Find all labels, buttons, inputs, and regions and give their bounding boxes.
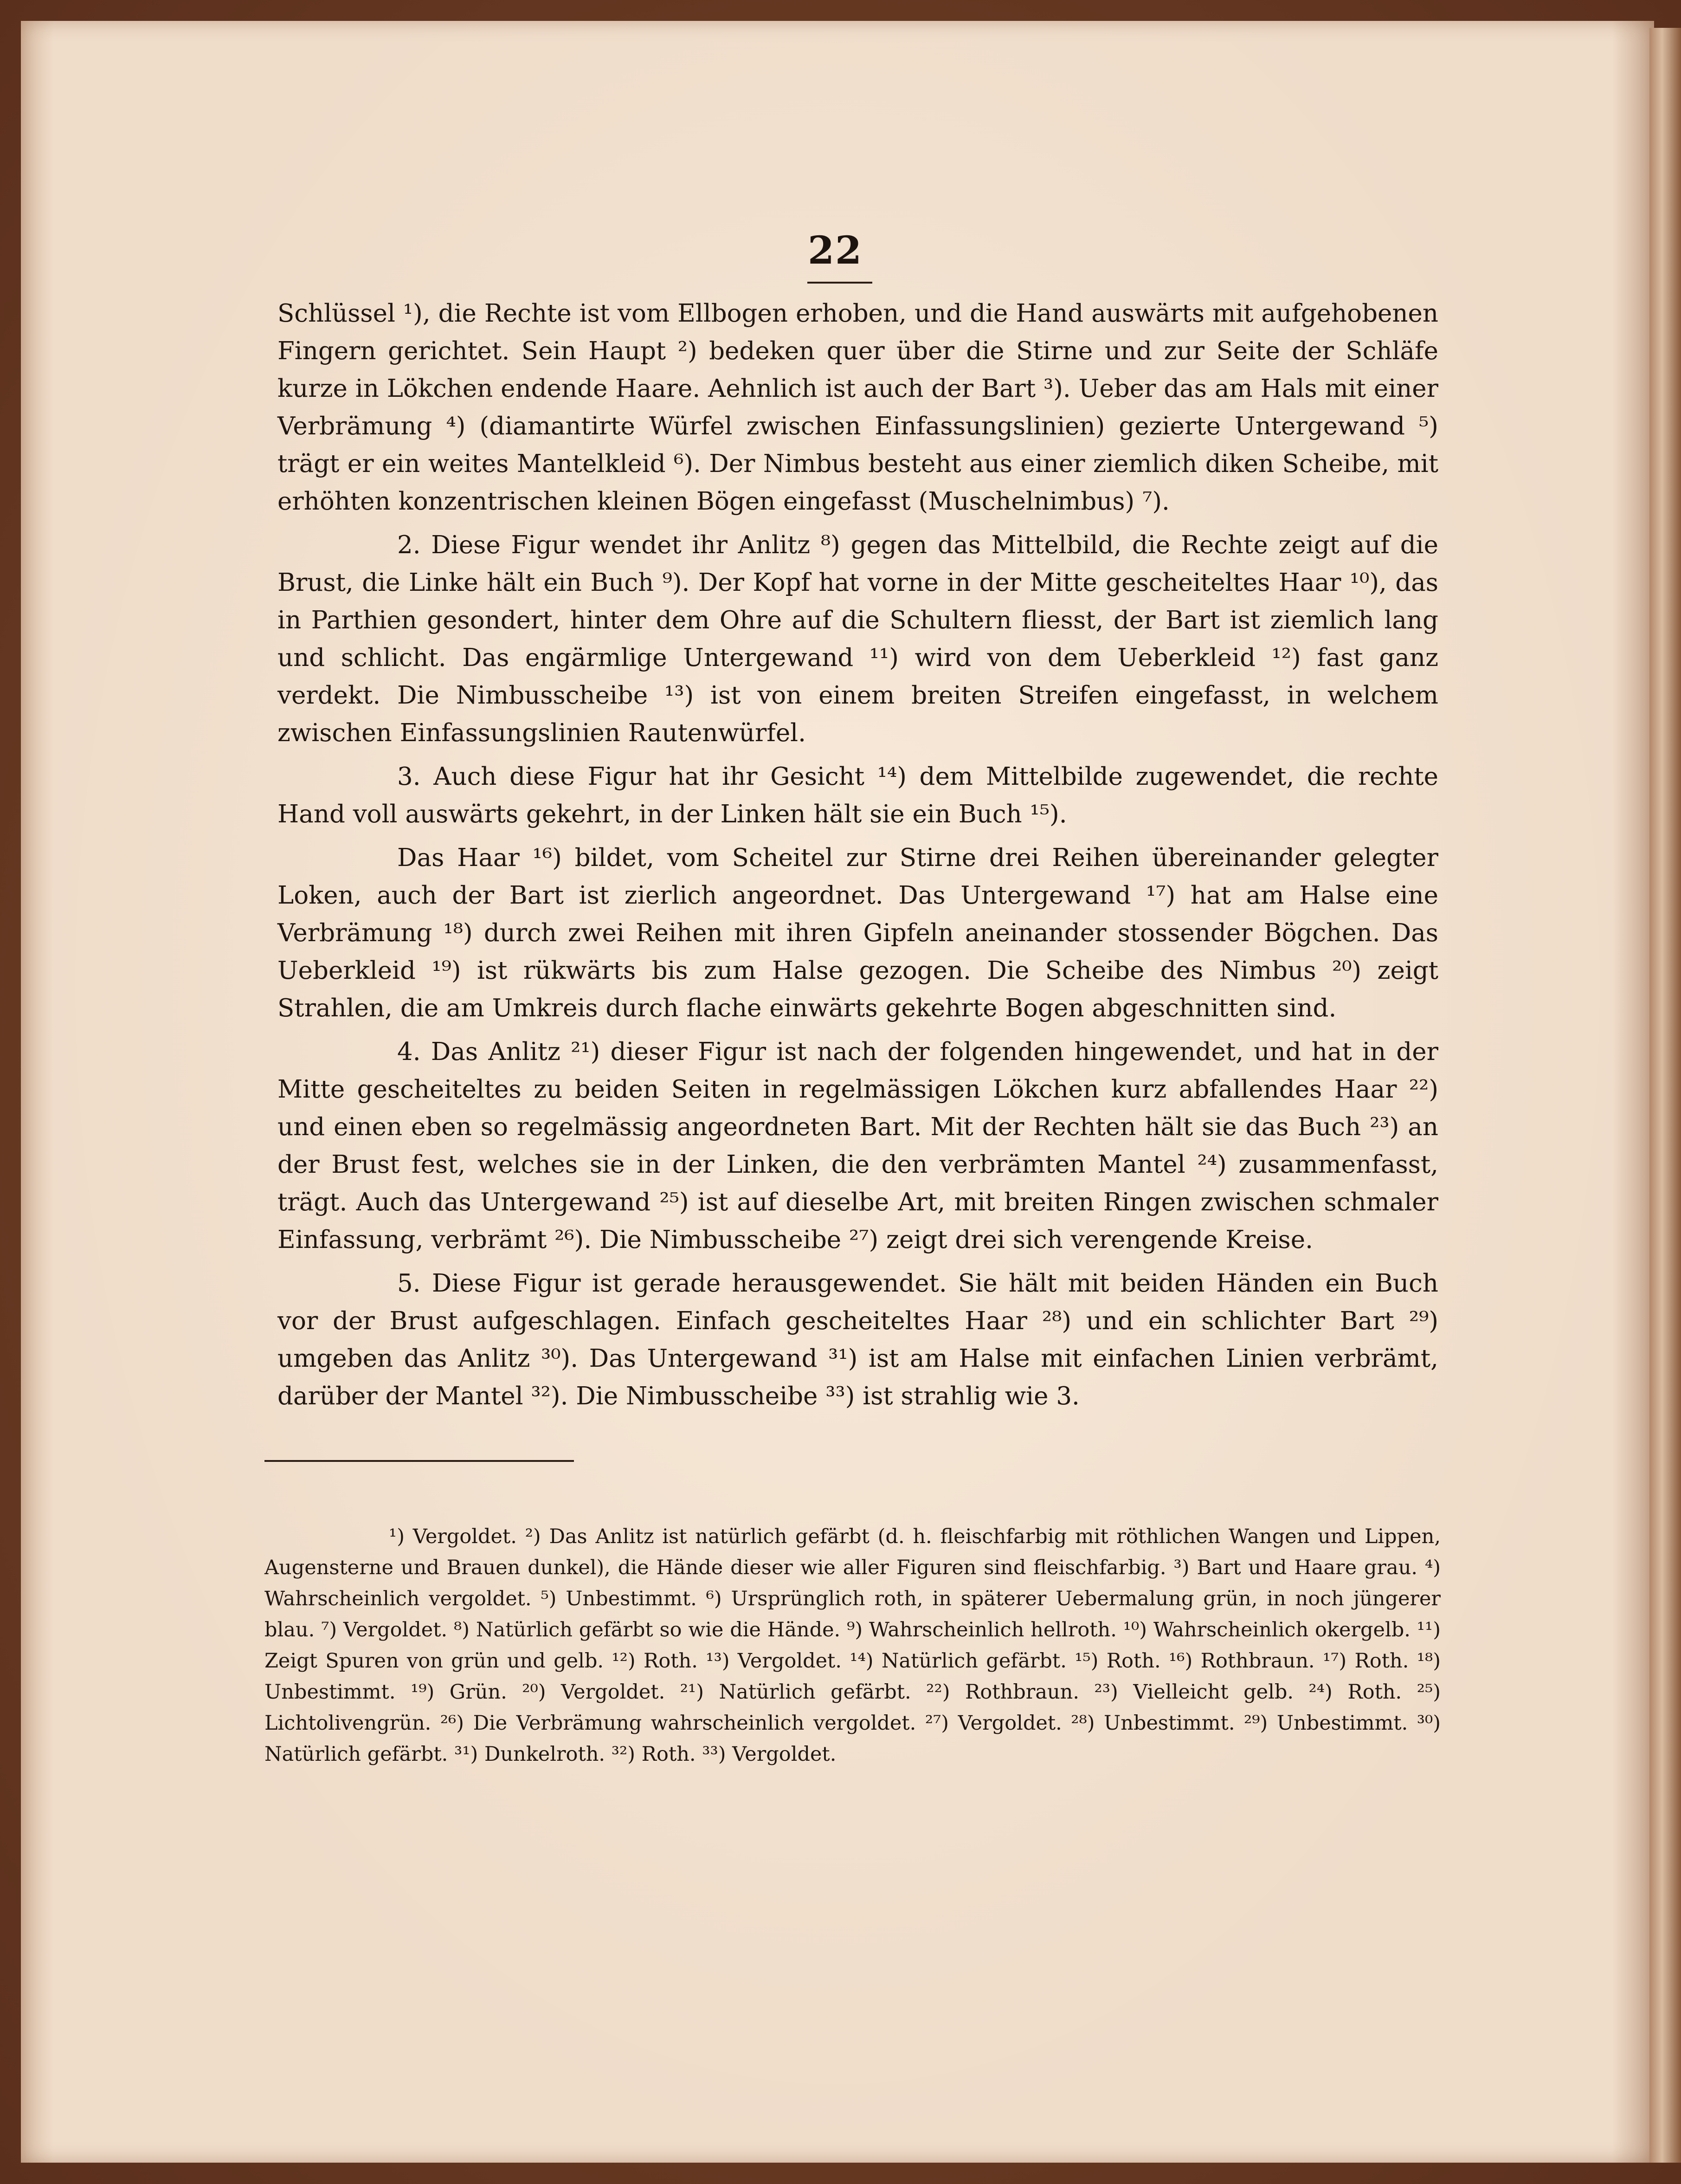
paragraph-figure-2: 2. Diese Figur wendet ihr Anlitz ⁸) gegen das Mittelbild, die Rechte zeigt auf die Brust, die Linke hält ein Buch ⁹). Der Kopf hat vorne in der Mitte gescheiteltes Haar ¹⁰), das in Parthien gesondert, hinter dem Ohre auf die Schultern fliesst, der Bart ist ziemlich lang und schlicht. Das engärmlige Untergewand ¹¹) wird von dem Ueberkleid ¹²) fast ganz verdekt. Die Nimbusscheibe ¹³) ist von einem breiten Streifen eingefasst, in welchem zwischen Einfassungslinien Rautenwürfel. [277, 531, 1438, 747]
page-edge [1649, 28, 1681, 2163]
paragraph-figure-4: 4. Das Anlitz ²¹) dieser Figur ist nach der folgenden hingewendet, und hat in der Mitte gescheiteltes zu beiden Seiten in regelmässigen Lökchen kurz abfallendes Haar ²²) und einen eben so regelmässig angeordneten Bart. Mit der Rechten hält sie das Buch ²³) an der Brust fest, welches sie in der Linken, die den verbrämten Mantel ²⁴) zusammenfasst, trägt. Auch das Untergewand ²⁵) ist auf dieselbe Art, mit breiten Ringen zwischen schmaler Einfassung, verbrämt ²⁶). Die Nimbusscheibe ²⁷) zeigt drei sich verengende Kreise. [277, 1038, 1438, 1254]
paragraph-figure-5: 5. Diese Figur ist gerade herausgewendet. Sie hält mit beiden Händen ein Buch vor der Brust aufgeschlagen. Einfach gescheiteltes Haar ²⁸) und ein schlichter Bart ²⁹) umgeben das Anlitz ³⁰). Das Untergewand ³¹) ist am Halse mit einfachen Linien verbrämt, darüber der Mantel ³²). Die Nimbusscheibe ³³) ist strahlig wie 3. [277, 1269, 1438, 1410]
page-number-rule [807, 282, 872, 284]
paragraph-continuation: Schlüssel ¹), die Rechte ist vom Ellbogen erhoben, und die Hand auswärts mit aufgehobenen Fingern gerichtet. Sein Haupt ²) bedeken quer über die Stirne und zur Seite der Schläfe kurze in Lökchen endende Haare. Aehnlich ist auch der Bart ³). Ueber das am Hals mit einer Verbrämung ⁴) (diamantirte Würfel zwischen Einfassungslinien) gezierte Untergewand ⁵) trägt er ein weites Mantelkleid ⁶). Der Nimbus besteht aus einer ziemlich diken Scheibe, mit erhöhten konzentrischen kleinen Bögen eingefasst (Muschelnimbus) ⁷). [277, 299, 1438, 516]
page-number: 22 [807, 228, 863, 273]
body-text [277, 295, 1438, 1421]
paragraph-figure-3-hair: Das Haar ¹⁶) bildet, vom Scheitel zur Stirne drei Reihen übereinander gelegter Loken, auch der Bart ist zierlich angeordnet. Das Untergewand ¹⁷) hat am Halse eine Verbrämung ¹⁸) durch zwei Reihen mit ihren Gipfeln aneinander stossender Bögchen. Das Ueberkleid ¹⁹) ist rükwärts bis zum Halse gezogen. Die Scheibe des Nimbus ²⁰) zeigt Strahlen, die am Umkreis durch flache einwärts gekehrte Bogen abgeschnitten sind. [277, 844, 1438, 1022]
footnote-separator [264, 1460, 574, 1462]
paragraph-figure-3: 3. Auch diese Figur hat ihr Gesicht ¹⁴) dem Mittelbilde zugewendet, die rechte Hand voll auswärts gekehrt, in der Linken hält sie ein Buch ¹⁵). [277, 762, 1438, 828]
footnotes: ¹) Vergoldet. ²) Das Anlitz ist natürlich gefärbt (d. h. fleischfarbig mit röthlichen Wangen und Lippen, Augensterne und Brauen dunkel), die Hände dieser wie aller Figuren sind fleischfarbig. ³) Bart und Haare grau. ⁴) Wahrscheinlich vergoldet. ⁵) Unbestimmt. ⁶) Ursprünglich roth, in späterer Uebermalung grün, in noch jüngerer blau. ⁷) Vergoldet. ⁸) Natürlich gefärbt so wie die Hände. ⁹) Wahrscheinlich hellroth. ¹⁰) Wahrscheinlich okergelb. ¹¹) Zeigt Spuren von grün und gelb. ¹²) Roth. ¹³) Vergoldet. ¹⁴) Natürlich gefärbt. ¹⁵) Roth. ¹⁶) Rothbraun. ¹⁷) Roth. ¹⁸) Unbestimmt. ¹⁹) Grün. ²⁰) Vergoldet. ²¹) Natürlich gefärbt. ²²) Rothbraun. ²³) Vielleicht gelb. ²⁴) Roth. ²⁵) Lichtolivengrün. ²⁶) Die Verbrämung wahrscheinlich vergoldet. ²⁷) Vergoldet. ²⁸) Unbestimmt. ²⁹) Unbestimmt. ³⁰) Natürlich gefärbt. ³¹) Dunkelroth. ³²) Roth. ³³) Vergoldet. [264, 1525, 1441, 1766]
